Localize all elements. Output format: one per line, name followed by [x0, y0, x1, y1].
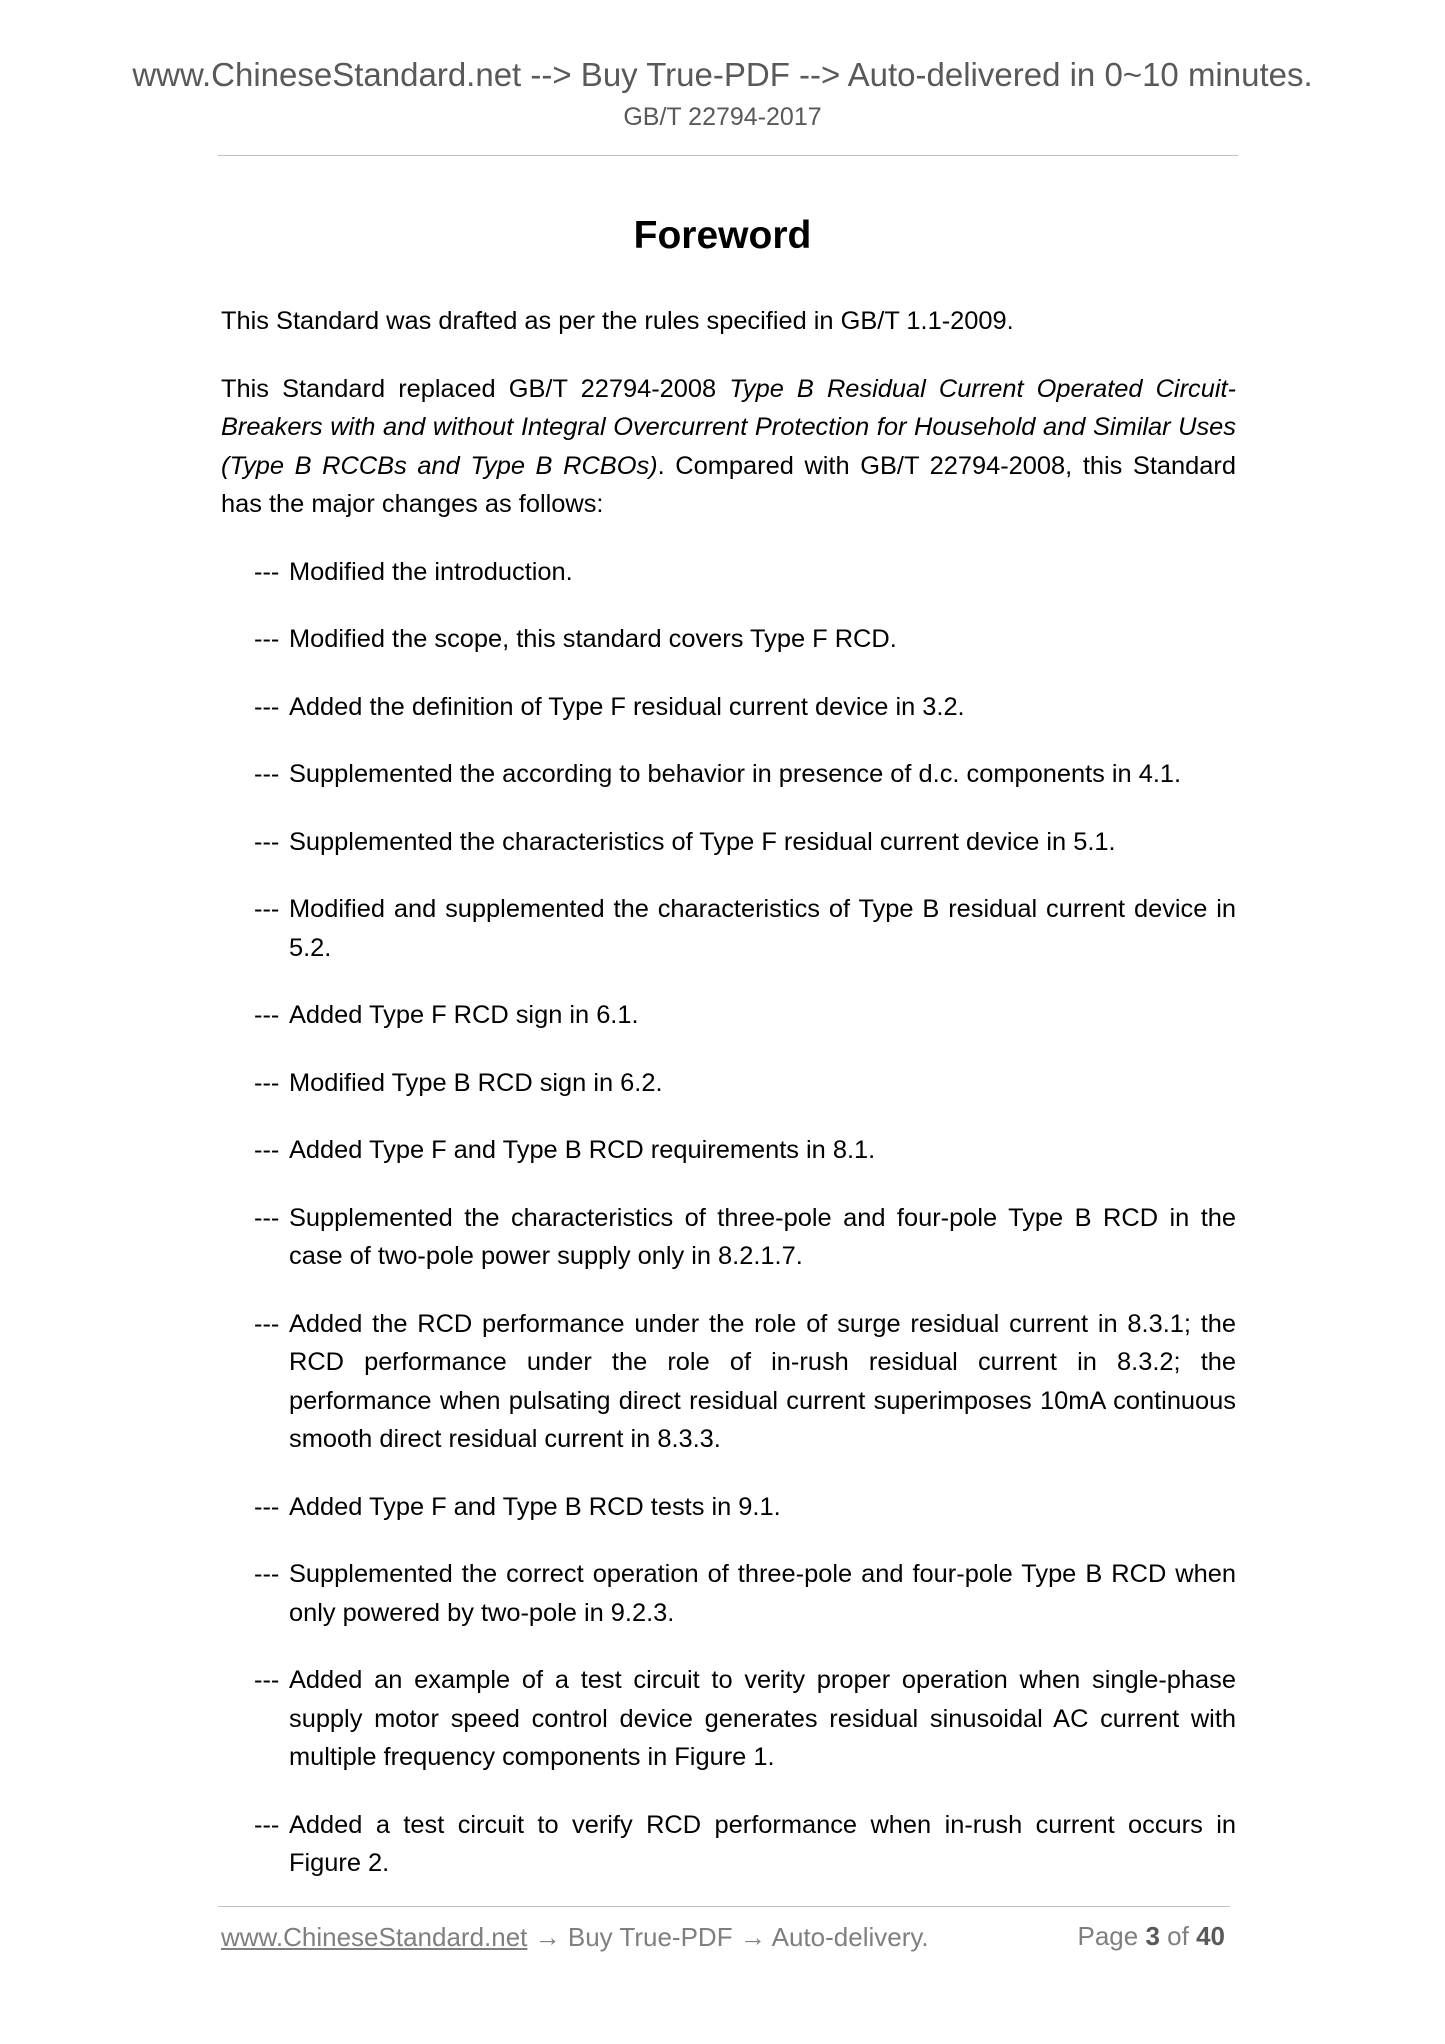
list-item — [221, 1661, 1236, 1777]
page-of: of — [1167, 1921, 1189, 1951]
list-item — [221, 996, 1236, 1035]
list-item — [221, 1555, 1236, 1632]
list-dash: --- — [254, 1068, 280, 1097]
page-current: 3 — [1145, 1921, 1160, 1951]
arrow-right-icon: → — [534, 1922, 561, 1952]
list-item-text: Added the RCD performance under the role of surge residual current in 8.3.1; the RCD performance under the role of in-rush residual current in 8.3.2; the performance when pulsating direct residual current superimposes 10mA continuous smooth direct residual current in 8.3.3. — [289, 1309, 1236, 1453]
footer-divider — [218, 1906, 1230, 1907]
footer-site-link[interactable]: www.ChineseStandard.net — [221, 1922, 528, 1952]
list-item — [221, 1488, 1236, 1527]
list-item-text: Modified the introduction. — [289, 557, 573, 586]
page-label: Page — [1077, 1921, 1139, 1951]
list-item-text: Added a test circuit to verify RCD performance when in-rush current occurs in Figure 2. — [289, 1810, 1236, 1877]
footer-buy-link[interactable]: Buy True-PDF — [567, 1922, 733, 1952]
replacement-suffix: . Compared with GB/T 22794-2008, this Standard has the major changes as follows: — [221, 451, 1236, 518]
list-item — [221, 688, 1236, 727]
list-dash: --- — [254, 1136, 280, 1164]
list-item-text: Modified the scope, this standard covers Type F RCD. — [289, 625, 897, 653]
list-item-text: Supplemented the according to behavior in presence of d.c. components in 4.1. — [289, 760, 1182, 788]
arrow-right-icon: → — [739, 1922, 766, 1952]
page-total: 40 — [1196, 1921, 1225, 1951]
list-item-text: Modified and supplemented the characteristics of Type B residual current device in 5.2. — [289, 895, 1236, 962]
footer-delivery-text: Auto-delivery. — [771, 1922, 929, 1952]
list-dash: --- — [254, 895, 280, 923]
page-title: Foreword — [633, 214, 812, 257]
list-item-text: Added Type F and Type B RCD tests in 9.1. — [289, 1492, 781, 1521]
replaced-standard-title: Type B Residual Current Operated Circuit-Breakers with and without Integral Overcurrent Protection for Household and Similar Uses (Type B RCCBs and Type B RCBOs) — [221, 374, 1236, 480]
list-item-text: Added the definition of Type F residual current device in 3.2. — [289, 692, 965, 721]
list-dash: --- — [254, 692, 280, 721]
list-item — [221, 1806, 1236, 1883]
list-dash: --- — [254, 1309, 280, 1338]
list-item-text: Supplemented the correct operation of three-pole and four-pole Type B RCD when only powered by two-pole in 9.2.3. — [289, 1560, 1236, 1627]
list-item — [221, 823, 1236, 862]
list-dash: --- — [254, 827, 280, 856]
list-item — [221, 755, 1236, 794]
list-dash: --- — [254, 760, 280, 788]
list-item — [221, 1305, 1236, 1459]
list-dash: --- — [254, 1001, 280, 1029]
standard-code: GB/T 22794-2017 — [623, 103, 822, 131]
list-dash: --- — [254, 1810, 280, 1839]
list-item-text: Supplemented the characteristics of three-pole and four-pole Type B RCD in the case of two-pole power supply only in 8.2.1.7. — [289, 1203, 1236, 1270]
list-item — [221, 553, 1236, 592]
list-item-text: Supplemented the characteristics of Type F residual current device in 5.1. — [289, 827, 1116, 856]
list-item-text: Added an example of a test circuit to verity proper operation when single-phase supply motor speed control device generates residual sinusoidal AC current with multiple frequency components in Figure 1. — [289, 1666, 1236, 1771]
list-item-text: Modified Type B RCD sign in 6.2. — [289, 1068, 663, 1097]
list-dash: --- — [254, 1666, 280, 1694]
list-item — [221, 620, 1236, 659]
list-item — [221, 1199, 1236, 1276]
list-dash: --- — [254, 1492, 280, 1521]
changes-list — [221, 553, 1236, 1883]
list-item-text: Added Type F and Type B RCD requirements in 8.1. — [289, 1136, 876, 1164]
list-item — [221, 1131, 1236, 1170]
header-banner: www.ChineseStandard.net --> Buy True-PDF --> Auto-delivered in 0~10 minutes. — [132, 56, 1313, 93]
replacement-paragraph — [221, 370, 1236, 524]
intro-paragraph: This Standard was drafted as per the rules specified in GB/T 1.1-2009. — [221, 307, 1014, 335]
list-item — [221, 1064, 1236, 1103]
page-number — [1077, 1921, 1225, 1952]
list-item-text: Added Type F RCD sign in 6.1. — [289, 1001, 639, 1029]
list-dash: --- — [254, 1560, 280, 1588]
footer-links — [221, 1922, 929, 1953]
list-item — [221, 890, 1236, 967]
list-dash: --- — [254, 557, 280, 586]
document-body — [221, 302, 1236, 1912]
list-dash: --- — [254, 1203, 280, 1232]
replacement-prefix: This Standard replaced GB/T 22794-2008 — [221, 374, 730, 403]
header-divider — [218, 155, 1238, 156]
list-dash: --- — [254, 625, 280, 653]
